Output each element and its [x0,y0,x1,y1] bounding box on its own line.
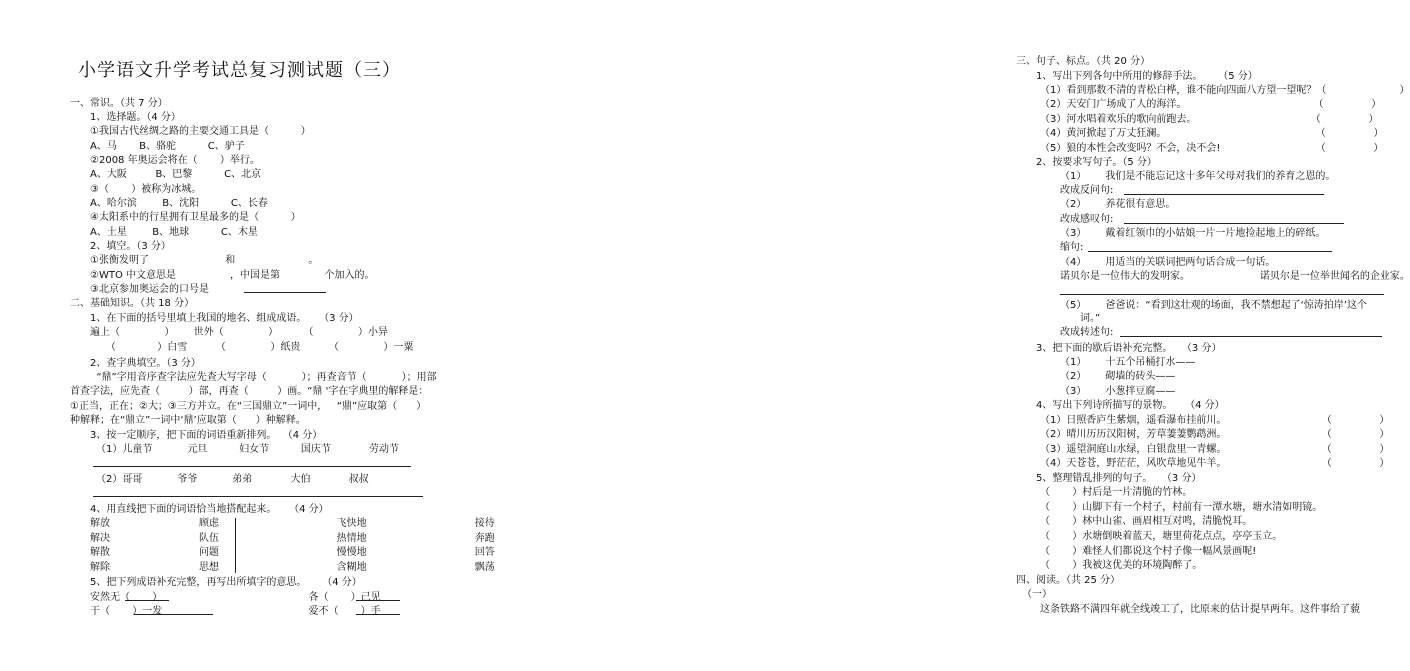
left-text-line: ④太阳系中的行星拥有卫星最多的是（ ） [90,212,301,223]
right-text-line: （2） 砌墙的砖头—— [1060,371,1176,382]
answer-line [1124,194,1324,195]
left-text-line: 1、在下面的括号里填上我国的地名、组成成语。 （3 分） [90,313,359,324]
right-text-line: （5）狼的本性会改变吗？不会，决不会! （ ） [1040,143,1384,154]
left-text-line: ①张衡发明了 和 。 [90,255,319,266]
left-text-line: 干（ ）一发 爱不（ ）手 [90,606,381,617]
right-text-line: 2、按要求写句子。（5 分） [1036,157,1157,168]
answer-line [1060,294,1384,295]
answer-line [356,600,400,601]
left-text-line: 解放 顾虑 飞快地 接待 [90,518,495,529]
right-text-line: （3） 戴着红领巾的小姑娘一片一片地捡起地上的碎纸。 [1060,228,1326,239]
left-text-line: A、大阪 B、巴黎 C、北京 [90,169,262,180]
right-text-line: 诺贝尔是一位伟大的发明家。 诺贝尔是一位举世闻名的企业家。 [1060,271,1410,282]
left-text-line: ①我国古代丝绸之路的主要交通工具是（ ） [90,126,311,137]
left-text-line: 二、基础知识。（共 18 分） [70,298,195,309]
divider-line [235,518,236,573]
answer-line [93,466,411,467]
left-text-line: 种解释；在“鼎立”一词中‘鼎’应取第（ ）种解释。 [70,415,306,426]
right-text-line: （5） 爸爸说：“看到这壮观的场面，我不禁想起了‘惊涛拍岸’这个 [1060,300,1367,311]
right-text-line: （一） [1022,589,1052,600]
left-text-line: 解除 思想 含糊地 飘荡 [90,562,495,573]
page-title: 小学语文升学考试总复习测试题（三） [78,60,401,81]
left-text-line: 遍上（ ） 世外（ ） （ ）小异 [90,327,389,338]
left-text-line: 2、填空。（3 分） [90,241,171,252]
left-text-line: 首查字法，应先查（ ）部，再查（ ）画。“鼎 '字在字典里的解释是： [70,386,429,397]
answer-line [1088,251,1332,252]
left-text-line: ②WTO 中文意思是 ，中国是第 个加入的。 [90,270,375,281]
left-text-line: 一、常识。（共 7 分） [70,98,168,109]
right-text-line: （1）日照香庐生紫烟，遥看瀑布挂前川。 （ ） [1040,415,1390,426]
left-text-line: 3、按一定顺序，把下面的词语重新排列。 （4 分） [90,430,323,441]
left-text-line: A、哈尔滨 B、沈阳 C、长春 [90,198,268,209]
right-text-line: 三、句子、标点。（共 20 分） [1016,56,1151,67]
answer-line [134,614,213,615]
left-text-line: 2、查字典填空。（3 分） [90,358,201,369]
left-text-line: 解决 队伍 热情地 奔跑 [90,533,495,544]
answer-line [1124,223,1344,224]
left-text-line: 4、用直线把下面的词语恰当地搭配起来。 （4 分） [90,504,329,515]
right-text-line: 改成感叹句: [1060,214,1114,225]
right-text-line: 改成转述句: [1060,327,1114,338]
right-text-line: （4）天苍苍，野茫茫，风吹草地见牛羊。 （ ） [1040,458,1390,469]
right-text-line: 1、写出下列各句中所用的修辞手法。 （5 分） [1036,71,1258,82]
right-text-line: （2）天安门广场成了人的海洋。 （ ） [1040,99,1382,110]
right-text-line: （4）黄河掀起了万丈狂澜。 （ ） [1040,128,1384,139]
right-text-line: （ ）水塘倒映着蓝天，塘里荷花点点，亭亭玉立。 [1040,531,1283,542]
right-text-line: 改成反问句: [1060,185,1114,196]
left-text-line: ③北京参加奥运会的口号是 [90,284,209,295]
left-text-line: 1、选择题。（4 分） [90,112,181,123]
right-text-line: 这条铁路不满四年就全线竣工了，比原来的估计提早两年。这件事给了藐 [1040,604,1360,615]
right-text-line: （4） 用适当的关联词把两句话合成一句话。 [1060,257,1276,268]
right-text-line: （3）河水唱着欢乐的歌向前跑去。 （ ） [1040,114,1379,125]
right-text-line: （3）遥望洞庭山水绿，白银盘里一青螺。 （ ） [1040,444,1390,455]
left-text-line: 安然无（ ） 各（ ）己见 [90,592,381,603]
left-text-line: A、马 B、骆驼 C、驴子 [90,141,245,152]
right-text-line: 5、整理错乱排列的句子。 （3 分） [1036,473,1202,484]
left-text-line: ②2008 年奥运会将在（ ）举行。 [90,155,260,166]
right-text-line: 四、阅读。（共 25 分） [1016,575,1121,586]
right-text-line: （1）看到那数不清的青松白桦，谁不能向四面八方望一望呢？（ ） [1040,85,1410,96]
right-text-line: 词。” [1080,313,1101,324]
answer-line [244,292,326,293]
right-text-line: （ ）难怪人们都说这个村子像一幅风景画呢! [1040,546,1257,557]
left-text-line: （1）儿童节 元旦 妇女节 国庆节 劳动节 [96,444,400,455]
left-text-line: “鼎”字用音序查字法应先查大写字母（ ）；再查音节（ ）；用部 [90,372,437,383]
right-text-line: （1） 我们是不能忘记这十多年父母对我们的养育之恩的。 [1060,171,1336,182]
left-text-line: 5、把下列成语补充完整，再写出所填字的意思。 （4 分） [90,577,362,588]
answer-line [1120,336,1382,337]
left-text-line: ③（ ）被称为冰城。 [90,184,202,195]
left-text-line: （2）哥哥 爷爷 弟弟 大伯 叔叔 [96,474,369,485]
right-text-line: （1） 十五个吊桶打水—— [1060,357,1196,368]
right-text-line: （3） 小葱拌豆腐—— [1060,386,1176,397]
left-text-line: （ ）白雪 （ ）纸贵 （ ）一粟 [90,342,414,353]
right-text-line: （2）晴川历历汉阳树，芳草萋萋鹦鹉洲。 （ ） [1040,429,1390,440]
answer-line [356,614,400,615]
answer-line [125,600,169,601]
answer-line [93,496,423,497]
right-text-line: （ ）我被这优美的环境陶醉了。 [1040,560,1203,571]
left-text-line: A、土星 B、地球 C、木星 [90,227,258,238]
right-text-line: （ ）山脚下有一个村子，村前有一潭水塘，塘水清如明镜。 [1040,502,1323,513]
right-text-line: （2） 养花很有意思。 [1060,199,1176,210]
right-text-line: （ ）村后是一片清脆的竹林。 [1040,487,1193,498]
left-text-line: 解散 问题 慢慢地 回答 [90,547,495,558]
right-text-line: 4、写出下列诗所描写的景物。 （4 分） [1036,400,1225,411]
right-text-line: （ ）林中山雀、画眉相互对鸣，清脆悦耳。 [1040,516,1253,527]
left-text-line: ①正当，正在；②大；③三方并立。在“三国鼎立”一词中， “鼎”应取第（ ） [70,401,427,412]
right-text-line: 3、把下面的歇后语补充完整。 （3 分） [1036,343,1222,354]
right-text-line: 缩句: [1060,242,1084,253]
